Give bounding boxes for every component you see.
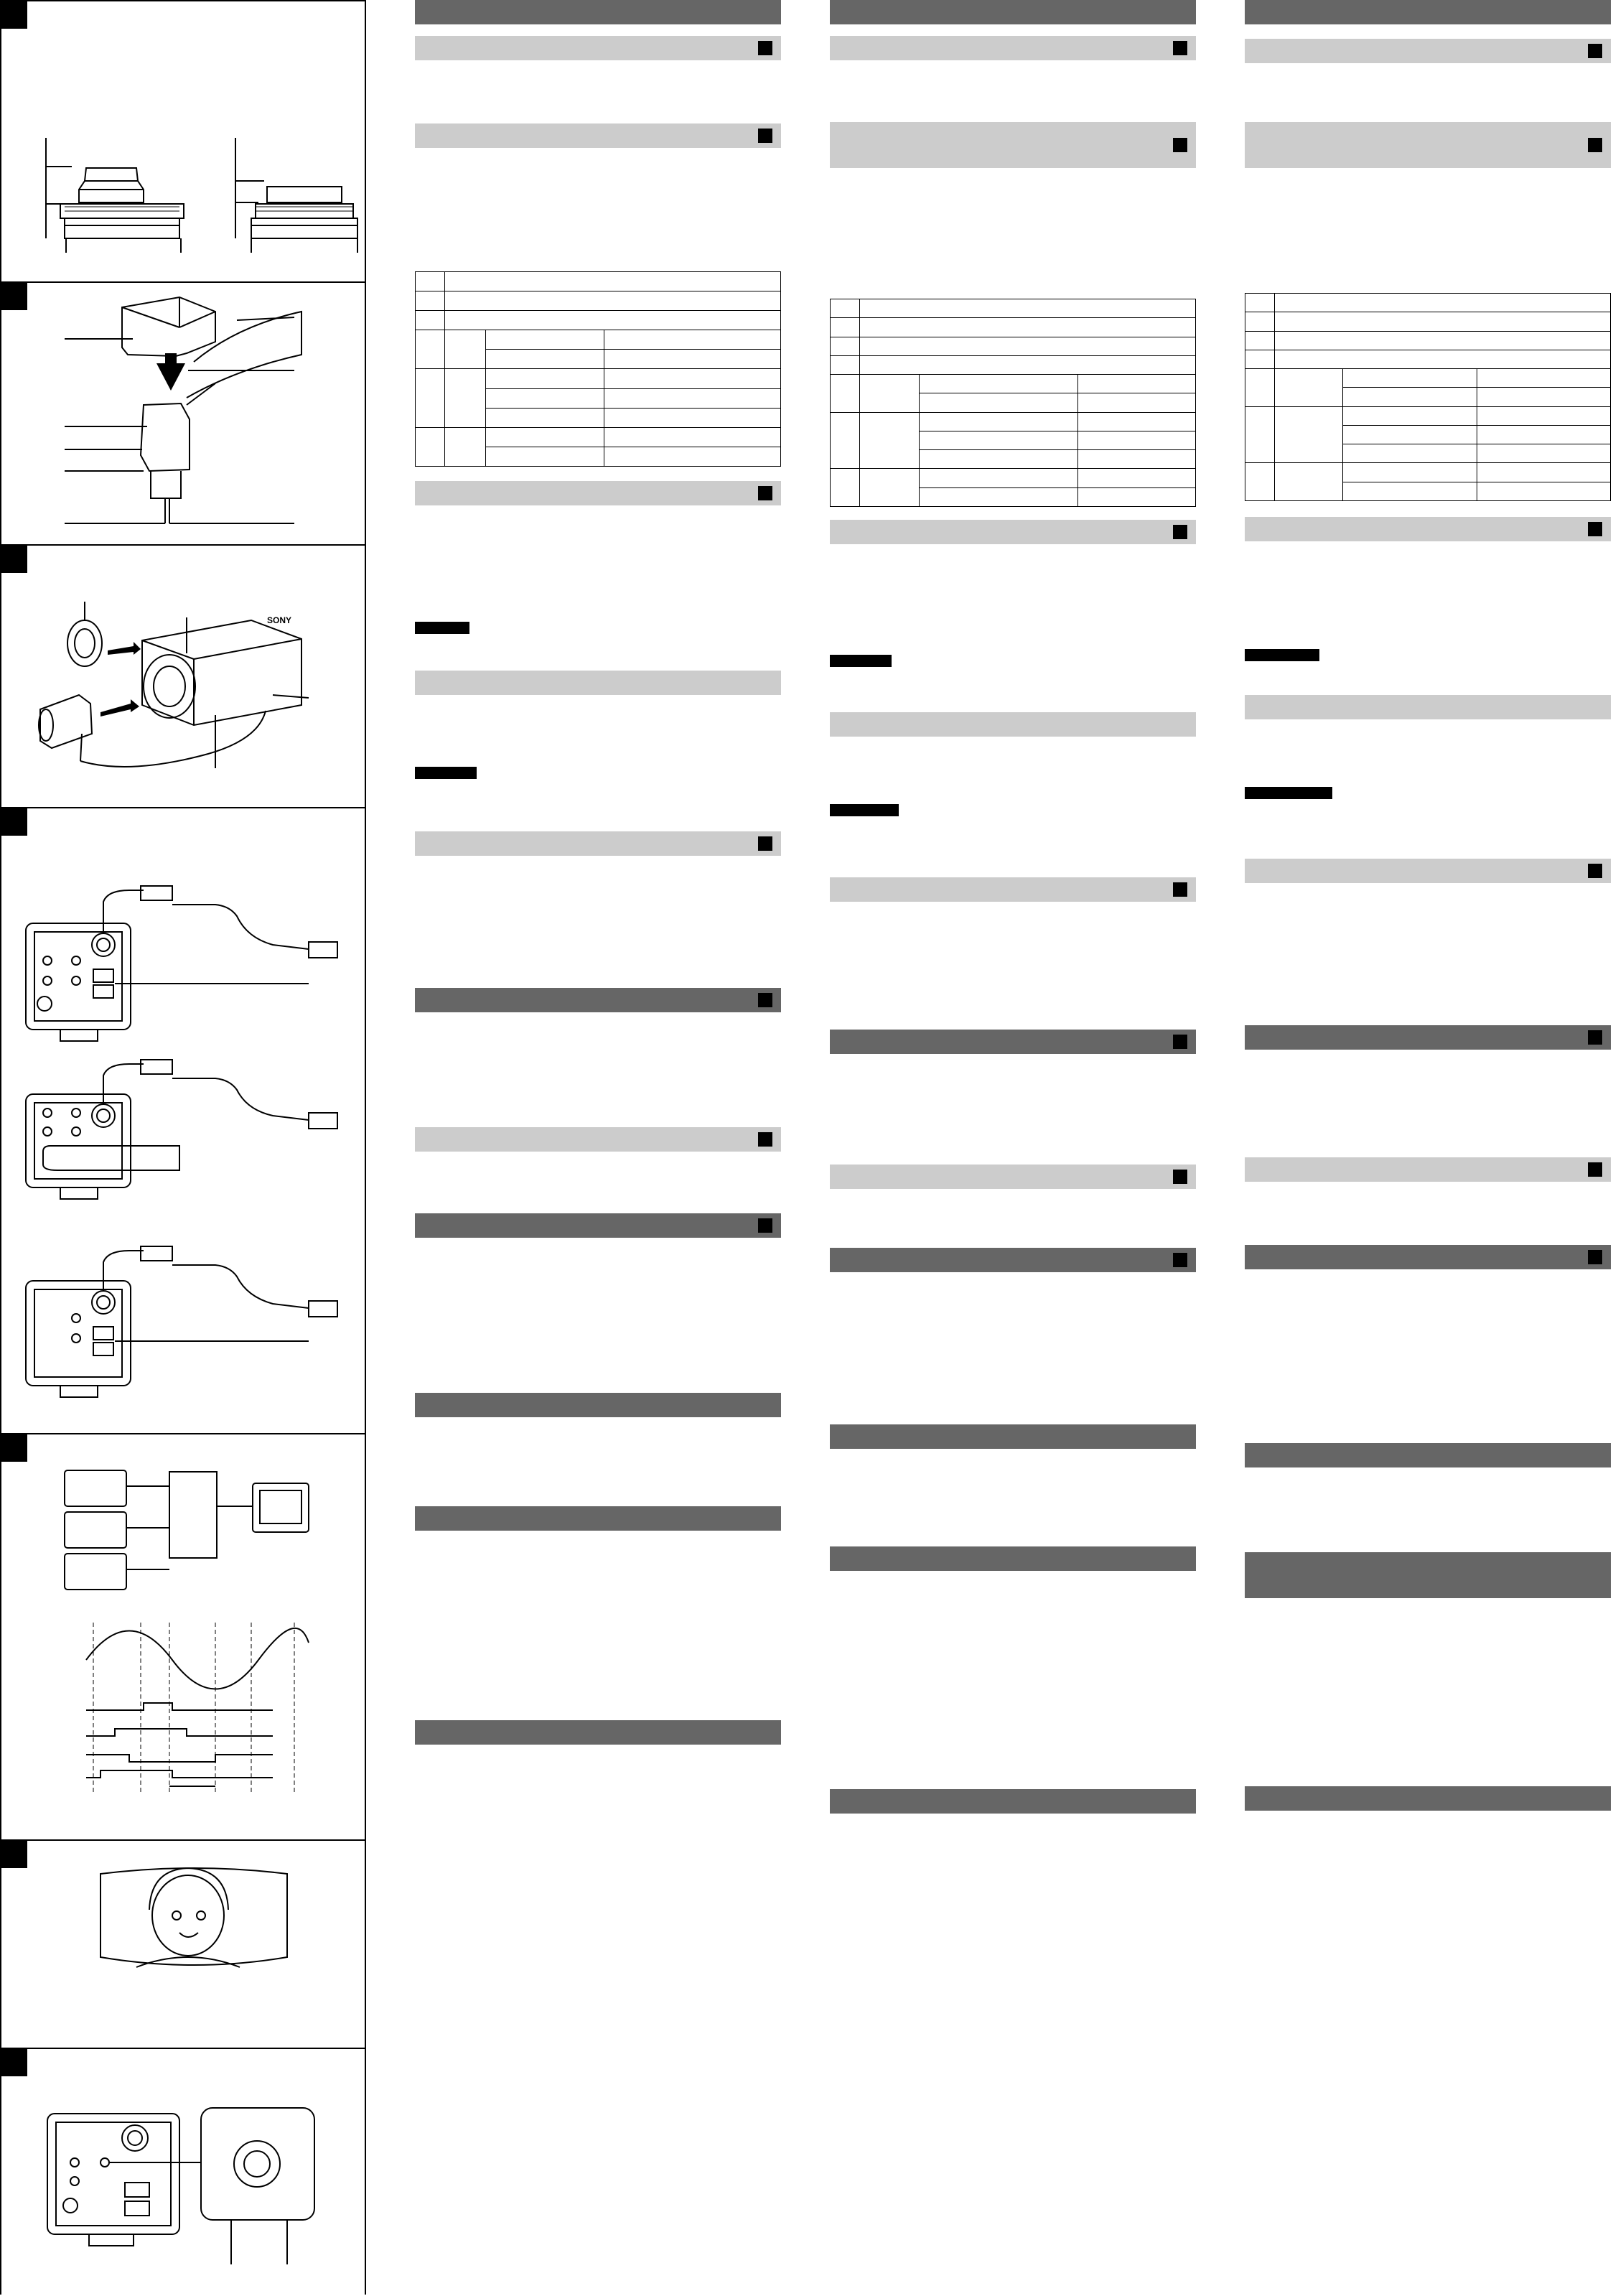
subsection-header-bar [415, 831, 781, 856]
section-marker [758, 1132, 772, 1147]
subsection-header-bar [415, 36, 781, 60]
section-marker [1588, 1162, 1602, 1177]
figure-monitor-image [0, 1839, 365, 2049]
section-marker [1588, 1250, 1602, 1264]
section-header-bar [1245, 1552, 1611, 1598]
subsection-header-bar [1245, 859, 1611, 883]
subsection-header-bar [830, 122, 1196, 168]
section-marker [758, 486, 772, 500]
subsection-header-bar [415, 481, 781, 505]
subsection-header-bar [1245, 122, 1611, 168]
section-header-bar [1245, 1786, 1611, 1811]
rear-panel-drawing [0, 808, 365, 1434]
note-label-block [415, 622, 469, 634]
power-connector-drawing [0, 283, 365, 546]
section-marker [1173, 41, 1187, 55]
figure-rear-panel-adjustment [0, 2048, 365, 2296]
section-header-bar [415, 1213, 781, 1238]
section-marker [1588, 1030, 1602, 1045]
section-marker [1173, 1170, 1187, 1184]
subsection-header-bar [1245, 517, 1611, 541]
section-header-bar [1245, 0, 1611, 24]
spec-table [415, 271, 781, 467]
figure-rear-panel-connections [0, 807, 365, 1434]
section-header-bar [830, 1248, 1196, 1272]
section-marker [1588, 864, 1602, 878]
section-marker [758, 993, 772, 1007]
subsection-header-bar [830, 1165, 1196, 1189]
note-label-block [1245, 649, 1319, 661]
section-header-bar [415, 1720, 781, 1745]
camera-brand-text: SONY [267, 615, 292, 625]
section-marker [758, 1218, 772, 1233]
section-marker [758, 836, 772, 851]
section-header-bar [830, 1789, 1196, 1814]
subsection-header-bar [1245, 39, 1611, 63]
section-header-bar [415, 0, 781, 24]
section-header-bar [415, 1393, 781, 1417]
subsection-header-bar [830, 877, 1196, 902]
monitor-image-drawing [0, 1841, 365, 2049]
section-header-bar [830, 1546, 1196, 1571]
note-label-block [415, 767, 477, 779]
section-marker [1588, 138, 1602, 152]
figure-lens-mount [0, 0, 365, 283]
section-header-bar [415, 988, 781, 1012]
note-label-block [1245, 787, 1332, 799]
subsection-header-bar [415, 123, 781, 148]
spec-table [1245, 293, 1611, 501]
section-marker [1173, 882, 1187, 897]
section-header-bar [830, 1424, 1196, 1449]
figure-lens-attachment [0, 544, 365, 808]
section-header-bar [830, 1030, 1196, 1054]
section-header-bar [1245, 1443, 1611, 1467]
section-header-bar [1245, 1245, 1611, 1269]
section-header-bar [830, 0, 1196, 24]
note-label-block [830, 655, 892, 667]
lens-mount-drawing [0, 1, 365, 283]
subsection-header-bar [830, 712, 1196, 737]
section-marker [1173, 1253, 1187, 1267]
figure-power-connector [0, 281, 365, 546]
subsection-header-bar [415, 671, 781, 695]
section-header-bar [1245, 1025, 1611, 1050]
section-marker [758, 129, 772, 143]
subsection-header-bar [415, 1127, 781, 1152]
spec-table [830, 299, 1196, 507]
note-label-block [830, 804, 899, 816]
section-marker [1173, 138, 1187, 152]
section-marker [1588, 522, 1602, 536]
adjustment-drawing [0, 2049, 365, 2296]
subsection-header-bar [1245, 1157, 1611, 1182]
subsection-header-bar [830, 36, 1196, 60]
section-marker [1173, 1035, 1187, 1049]
section-marker [758, 41, 772, 55]
subsection-header-bar [1245, 695, 1611, 719]
sync-drawing [0, 1434, 365, 1841]
figure-column-divider [365, 0, 366, 2295]
section-marker [1173, 525, 1187, 539]
section-marker [1588, 44, 1602, 58]
lens-attachment-drawing [0, 546, 365, 808]
figure-multi-camera-sync [0, 1433, 365, 1841]
section-header-bar [415, 1506, 781, 1531]
subsection-header-bar [830, 520, 1196, 544]
